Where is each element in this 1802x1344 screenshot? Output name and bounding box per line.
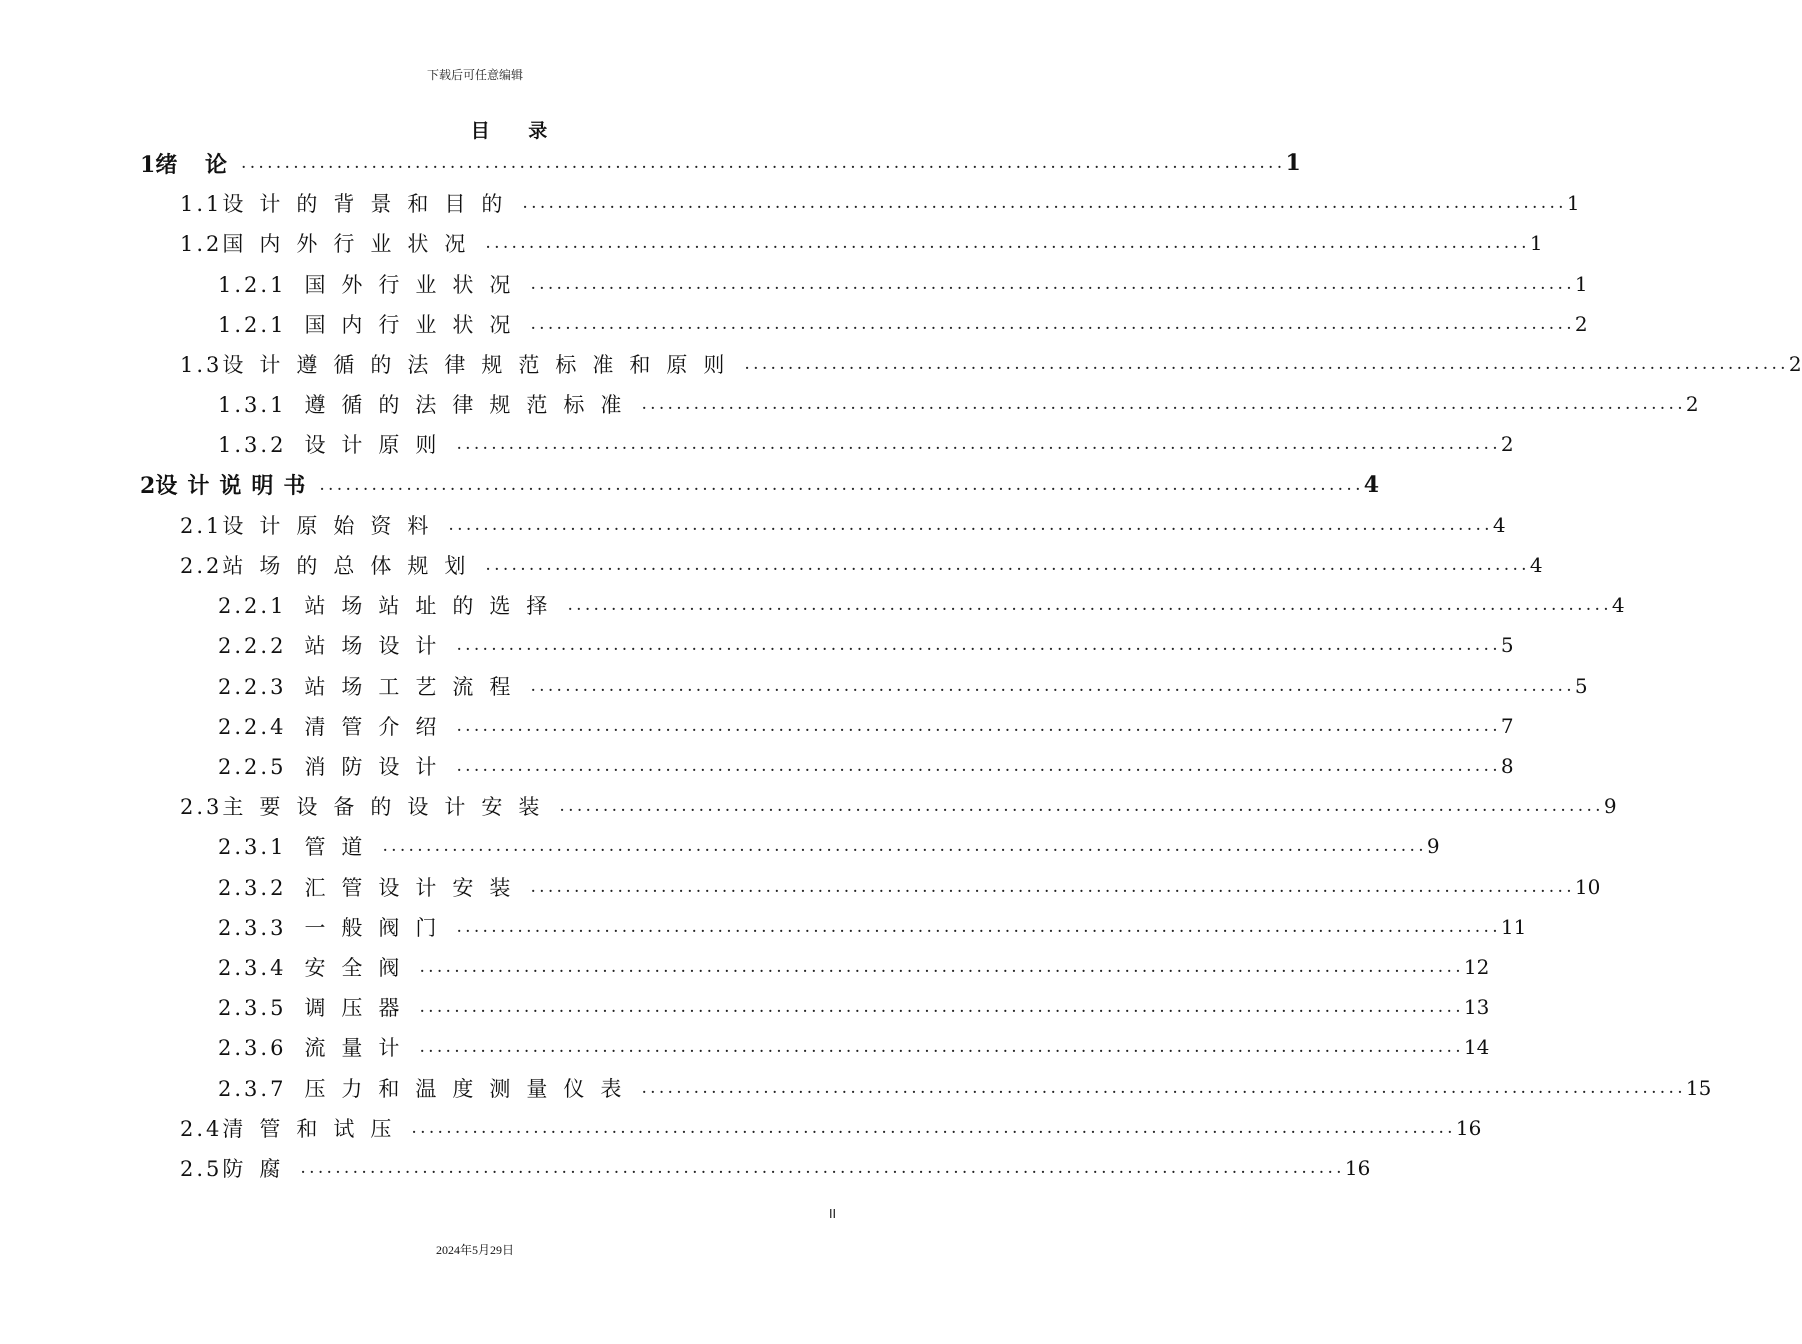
- toc-entry[interactable]: [218, 907, 1527, 947]
- toc-entry-text: 站场站址的选择: [304, 594, 564, 619]
- toc-entry-number: 2.4: [180, 1116, 223, 1141]
- toc-entry[interactable]: [180, 1108, 1482, 1148]
- toc-entry-label: [218, 711, 452, 741]
- toc-dot-leader: ........................................................................................................................: [530, 675, 1575, 696]
- toc-entry-text: 防腐: [222, 1157, 297, 1181]
- toc-entry-number: 1: [140, 151, 156, 178]
- toc-entry-label: [218, 912, 452, 942]
- toc-entry-page: 12: [1463, 955, 1490, 979]
- toc-entry-number: 2.3.1: [218, 835, 287, 860]
- toc-dot-leader: ........................................................................................................................: [419, 957, 1464, 977]
- toc-entry-page: 13: [1463, 995, 1490, 1020]
- toc-entry-page: 16: [1455, 1115, 1482, 1140]
- toc-entry[interactable]: [218, 1027, 1490, 1067]
- toc-dot-leader: ........................................................................................................................: [456, 635, 1501, 656]
- toc-entry-number: 2.3.3: [218, 915, 287, 940]
- toc-entry-page: 1: [1574, 271, 1588, 296]
- toc-entry-text: 安全阀: [304, 956, 416, 980]
- toc-entry-number: 2: [140, 473, 156, 500]
- toc-entry[interactable]: [180, 344, 1802, 384]
- toc-entry[interactable]: [140, 143, 1301, 183]
- toc-entry-label: [218, 671, 526, 701]
- toc-entry-number: 2.2.3: [218, 674, 287, 699]
- toc-entry-text: 流量计: [304, 1036, 416, 1061]
- toc-entry-label: [180, 791, 555, 821]
- toc-dot-leader: ........................................................................................................................: [567, 595, 1612, 616]
- toc-entry-number: 2.2.1: [218, 594, 287, 619]
- toc-entry-label: [218, 872, 526, 902]
- page-header: 下载后可任意编辑: [426, 68, 523, 82]
- toc-entry-page: 2: [1788, 352, 1802, 376]
- toc-dot-leader: ........................................................................................................................: [300, 1158, 1345, 1178]
- toc-title: 目 录: [470, 120, 564, 142]
- toc-entry[interactable]: [218, 304, 1588, 344]
- toc-entry-label: [218, 429, 452, 459]
- toc-entry-number: 2.1: [180, 513, 223, 538]
- toc-entry-page: 16: [1344, 1156, 1371, 1180]
- toc-entry-number: 1.2: [180, 232, 223, 257]
- toc-dot-leader: ........................................................................................................................: [411, 1117, 1456, 1138]
- toc-dot-leader: ........................................................................................................................: [530, 313, 1575, 334]
- toc-dot-leader: ........................................................................................................................: [485, 555, 1530, 575]
- toc-entry[interactable]: [140, 465, 1380, 505]
- toc-entry-text: 设计遵循的法律规范标准和原则: [222, 353, 741, 377]
- toc-dot-leader: ........................................................................................................................: [382, 836, 1427, 857]
- toc-dot-leader: ........................................................................................................................: [319, 474, 1364, 495]
- toc-dot-leader: ........................................................................................................................: [530, 876, 1575, 897]
- toc-entry-number: 2.2.2: [218, 634, 287, 659]
- toc-dot-leader: ........................................................................................................................: [456, 916, 1501, 937]
- toc-entry-number: 1.1: [180, 192, 223, 217]
- toc-entry-text: 国外行业状况: [304, 272, 527, 297]
- toc-entry[interactable]: [218, 666, 1588, 706]
- toc-entry-text: 主要设备的设计安装: [222, 795, 556, 820]
- toc-entry-label: [180, 1113, 407, 1143]
- toc-entry-number: 1.2.1: [218, 312, 287, 337]
- toc-entry-text: 调压器: [304, 996, 416, 1021]
- toc-entry-page: 2: [1685, 392, 1699, 417]
- toc-entry[interactable]: [218, 987, 1490, 1027]
- page-number: II: [829, 1207, 837, 1221]
- toc-dot-leader: ........................................................................................................................: [419, 1037, 1464, 1058]
- toc-entry[interactable]: [218, 625, 1514, 665]
- toc-entry[interactable]: [218, 867, 1601, 907]
- toc-entry[interactable]: [218, 826, 1440, 866]
- toc-entry[interactable]: [218, 424, 1514, 464]
- toc-entry[interactable]: [218, 1068, 1712, 1108]
- toc-entry-page: 7: [1500, 713, 1514, 738]
- toc-entry-text: 设计说明书: [155, 473, 316, 500]
- toc-entry-number: 2.3.5: [218, 996, 287, 1021]
- toc-entry-page: 9: [1426, 834, 1440, 859]
- toc-entry-text: 汇管设计安装: [304, 875, 527, 900]
- toc-entry-text: 站场设计: [304, 634, 453, 659]
- toc-entry-page: 2: [1500, 432, 1514, 457]
- toc-entry-label: [140, 469, 315, 500]
- toc-entry-text: 国内外行业状况: [222, 232, 482, 257]
- toc-entry-number: 2.2.4: [218, 714, 287, 739]
- toc-entry-number: 2.2: [180, 554, 223, 578]
- toc-entry-label: [218, 389, 637, 419]
- toc-dot-leader: ........................................................................................................................: [456, 715, 1501, 736]
- toc-entry-label: [218, 831, 378, 861]
- toc-entry-text: 清管介绍: [304, 714, 453, 739]
- toc-entry-label: [218, 992, 415, 1022]
- toc-entry-text: 国内行业状况: [304, 312, 527, 337]
- toc-entry-number: 2.3.7: [218, 1076, 287, 1101]
- toc-entry-text: 设计原始资料: [222, 513, 445, 538]
- toc-entry-text: 设计的背景和目的: [222, 192, 519, 217]
- footer-date: 2024年5月29日: [435, 1243, 514, 1257]
- toc-entry-text: 站场工艺流程: [304, 674, 527, 699]
- toc-entry-label: [180, 188, 518, 218]
- toc-entry-label: [140, 148, 237, 179]
- toc-entry-number: 1.3: [180, 353, 223, 377]
- toc-entry[interactable]: [218, 706, 1514, 746]
- toc-entry[interactable]: [180, 786, 1617, 826]
- toc-entry-label: [218, 590, 563, 620]
- toc-entry-text: 消防设计: [304, 755, 453, 779]
- toc-entry-text: 遵循的法律规范标准: [304, 393, 638, 418]
- toc-entry-label: [218, 751, 452, 781]
- toc-entry-label: [180, 349, 740, 379]
- toc-dot-leader: ........................................................................................................................: [641, 1077, 1686, 1098]
- toc-dot-leader: ........................................................................................................................: [419, 997, 1464, 1018]
- toc-entry-text: 绪 论: [155, 151, 237, 178]
- toc-dot-leader: ........................................................................................................................: [744, 354, 1789, 374]
- toc-entry-number: 2.3.4: [218, 956, 287, 980]
- toc-entry-page: 4: [1363, 471, 1380, 498]
- toc-entry-label: [218, 269, 526, 299]
- toc-entry-page: 1: [1285, 150, 1301, 176]
- toc-entry-text: 设计原则: [304, 433, 453, 458]
- toc-dot-leader: ........................................................................................................................: [641, 394, 1686, 415]
- toc-entry-number: 1.3.2: [218, 433, 287, 458]
- toc-entry-label: [180, 510, 444, 540]
- toc-entry[interactable]: [218, 585, 1625, 625]
- toc-entry-number: 2.3.6: [218, 1036, 287, 1061]
- toc-entry-text: 压力和温度测量仪表: [304, 1076, 638, 1101]
- toc-entry-text: 管道: [304, 835, 379, 860]
- toc-dot-leader: ........................................................................................................................: [456, 434, 1501, 455]
- toc-entry[interactable]: [180, 183, 1580, 223]
- toc-entry-number: 2.3.2: [218, 875, 287, 900]
- toc-entry[interactable]: [218, 384, 1699, 424]
- toc-dot-leader: ........................................................................................................................: [485, 233, 1530, 254]
- toc-entry-page: 14: [1463, 1035, 1490, 1060]
- toc-entry-page: 5: [1500, 633, 1514, 658]
- toc-entry-page: 8: [1500, 754, 1514, 778]
- toc-entry[interactable]: [218, 264, 1588, 304]
- toc-entry-number: 1.2.1: [218, 272, 287, 297]
- toc-entry-page: 4: [1611, 593, 1625, 618]
- toc-entry-page: 11: [1500, 914, 1527, 939]
- toc-entry-page: 2: [1574, 311, 1588, 336]
- toc-entry-label: [180, 228, 481, 258]
- toc-entry-page: 15: [1685, 1075, 1712, 1100]
- toc-entry-label: [218, 952, 415, 982]
- toc-entry-page: 9: [1603, 794, 1617, 819]
- toc-entry-label: [180, 1153, 296, 1183]
- toc-entry[interactable]: [180, 223, 1543, 263]
- toc-entry-text: 清管和试压: [222, 1116, 408, 1141]
- toc-entry-number: 2.3: [180, 795, 223, 820]
- toc-entry[interactable]: [218, 746, 1514, 786]
- toc-entry-page: 5: [1574, 673, 1588, 698]
- toc-dot-leader: ........................................................................................................................: [456, 756, 1501, 776]
- toc-entry[interactable]: [180, 545, 1543, 585]
- toc-entry-label: [218, 309, 526, 339]
- toc-entry-number: 1.3.1: [218, 393, 287, 418]
- toc-entry-page: 4: [1492, 512, 1506, 537]
- toc-dot-leader: ........................................................................................................................: [530, 273, 1575, 294]
- toc-entry-page: 4: [1529, 553, 1543, 577]
- toc-entry-label: [218, 630, 452, 660]
- toc-entry-page: 10: [1574, 874, 1601, 899]
- toc-entry-page: 1: [1566, 191, 1580, 216]
- toc-entry-label: [218, 1032, 415, 1062]
- toc-entry-page: 1: [1529, 231, 1543, 256]
- toc-entry[interactable]: [180, 505, 1506, 545]
- toc-dot-leader: ........................................................................................................................: [240, 153, 1286, 173]
- toc-dot-leader: ........................................................................................................................: [448, 514, 1493, 535]
- toc-dot-leader: ........................................................................................................................: [559, 796, 1604, 817]
- toc-entry-number: 2.5: [180, 1157, 223, 1181]
- toc-entry-text: 站场的总体规划: [222, 554, 482, 578]
- toc-entry[interactable]: [218, 947, 1490, 987]
- toc-entry-text: 一般阀门: [304, 915, 453, 940]
- toc-dot-leader: ........................................................................................................................: [522, 193, 1567, 214]
- toc-entry-label: [180, 550, 481, 580]
- toc-entry[interactable]: [180, 1148, 1371, 1188]
- toc-entry-label: [218, 1073, 637, 1103]
- toc-entry-number: 2.2.5: [218, 755, 287, 779]
